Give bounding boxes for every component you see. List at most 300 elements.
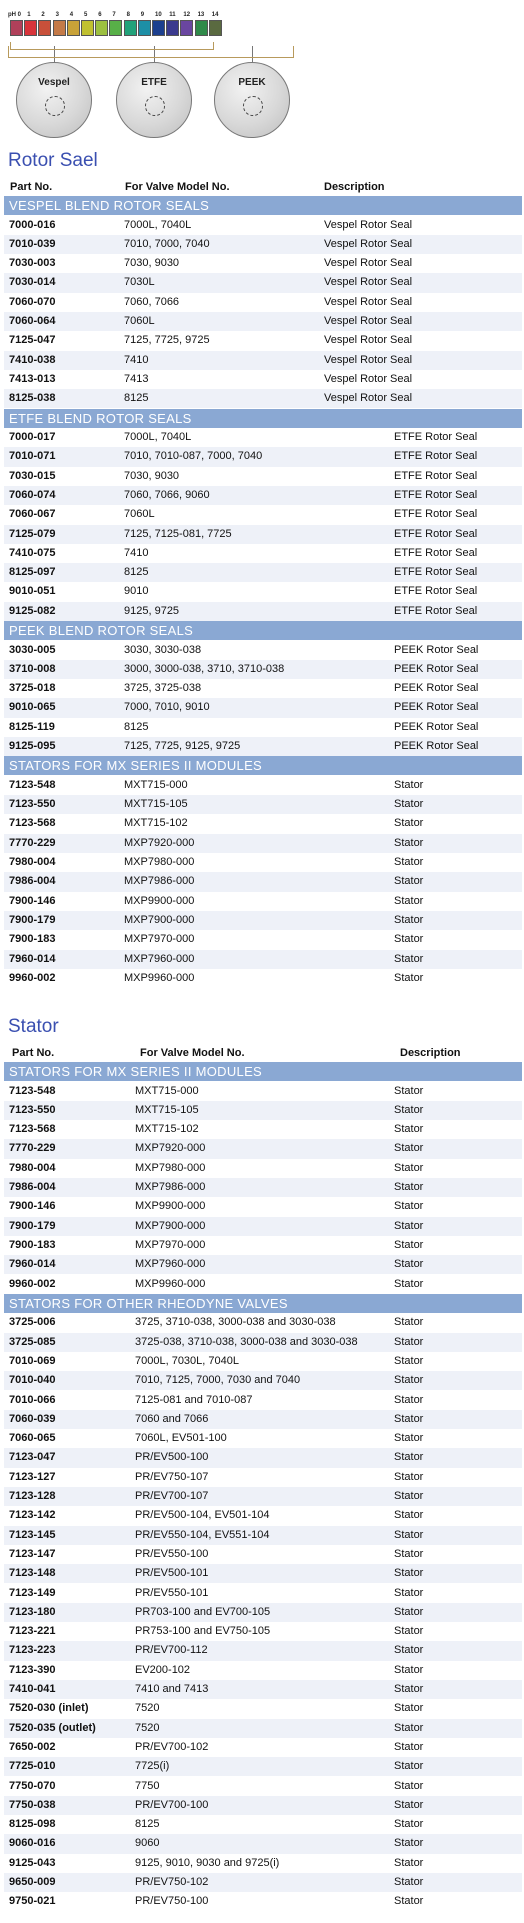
- description: Stator: [394, 1740, 424, 1753]
- part-number: 7980-004: [9, 856, 56, 868]
- table-row: [4, 1371, 522, 1390]
- ph-label: 9: [140, 12, 145, 18]
- part-number: 7125-047: [9, 334, 56, 347]
- table-row: [4, 950, 522, 969]
- description: ETFE Rotor Seal: [394, 566, 478, 579]
- valve-model: MXT715-105: [135, 1103, 199, 1116]
- description: Stator: [394, 1663, 424, 1676]
- table-row: [4, 641, 522, 660]
- valve-model: 7125, 7725, 9125, 9725: [124, 740, 241, 752]
- valve-model: 9125, 9725: [124, 604, 180, 617]
- column-header: Part No.: [10, 181, 53, 193]
- description: Stator: [394, 798, 424, 811]
- table-row: [4, 1275, 522, 1294]
- valve-model: MXP7900-000: [124, 913, 195, 926]
- table-row: [4, 1892, 522, 1911]
- description: Stator: [394, 1818, 424, 1831]
- ph-bracket: [8, 46, 294, 58]
- valve-model: 7060 and 7066: [135, 1412, 209, 1425]
- part-number: 9125-082: [9, 604, 56, 617]
- ph-label: 10: [155, 12, 162, 18]
- part-number: 8125-097: [9, 566, 56, 579]
- part-number: 7750-038: [9, 1798, 56, 1811]
- description: Stator: [394, 1779, 424, 1792]
- ph-label: 2: [41, 12, 45, 18]
- valve-model: 7060, 7066, 9060: [124, 488, 210, 501]
- description: ETFE Rotor Seal: [394, 546, 478, 559]
- valve-model: 7060L, EV501-100: [135, 1432, 227, 1445]
- description: Stator: [394, 1567, 424, 1580]
- ph-color-swatch: [209, 20, 222, 36]
- table-row: [4, 776, 522, 795]
- part-number: 7123-147: [9, 1547, 56, 1560]
- ph-color-swatch: [67, 20, 80, 36]
- part-number: 3030-005: [9, 643, 56, 656]
- description: Stator: [394, 1644, 424, 1657]
- part-number: 7123-149: [9, 1586, 56, 1599]
- valve-model: 3725, 3710-038, 3000-038 and 3030-038: [135, 1316, 336, 1329]
- table-row: [4, 1661, 522, 1680]
- table-row: [4, 1101, 522, 1120]
- part-number: 7060-065: [9, 1432, 56, 1445]
- description: Stator: [394, 1490, 424, 1502]
- section-title: Stator: [8, 1016, 59, 1037]
- description: Vespel Rotor Seal: [324, 353, 413, 366]
- part-number: 7770-229: [9, 1142, 56, 1155]
- part-number: 7123-568: [9, 1123, 56, 1136]
- valve-model: 7060L: [124, 315, 155, 327]
- ph-color-swatch: [38, 20, 51, 36]
- description: PEEK Rotor Seal: [394, 662, 479, 675]
- part-number: 7410-075: [9, 546, 56, 559]
- table-row: [4, 1680, 522, 1699]
- table-row: [4, 1622, 522, 1641]
- category-band: STATORS FOR MX SERIES II MODULES: [4, 756, 522, 775]
- description: PEEK Rotor Seal: [394, 682, 479, 695]
- description: Stator: [394, 1625, 424, 1638]
- description: Stator: [394, 1837, 424, 1850]
- table-row: [4, 1796, 522, 1815]
- valve-model: MXP9900-000: [124, 894, 195, 907]
- rotor-seal-disc: [214, 62, 290, 138]
- part-number: 3725-018: [9, 682, 56, 695]
- valve-model: PR703-100 and EV700-105: [135, 1605, 271, 1618]
- valve-model: 7030, 9030: [124, 257, 180, 270]
- valve-model: PR/EV750-102: [135, 1876, 209, 1888]
- description: Stator: [394, 875, 424, 888]
- ph-label: 8: [126, 12, 130, 18]
- table-row: [4, 312, 522, 331]
- table-row: [4, 834, 522, 853]
- description: Stator: [394, 1181, 424, 1193]
- valve-model: MXT715-000: [135, 1084, 199, 1097]
- part-number: 7770-229: [9, 836, 56, 849]
- valve-model: 7750: [135, 1779, 160, 1792]
- part-number: 7010-066: [9, 1393, 56, 1406]
- part-number: 7900-179: [9, 913, 56, 926]
- ph-color-swatch: [95, 20, 108, 36]
- part-number: 9060-016: [9, 1837, 56, 1850]
- part-number: 7650-002: [9, 1740, 56, 1753]
- description: Stator: [394, 1798, 424, 1811]
- description: Stator: [394, 1470, 424, 1483]
- seal-label: PEEK: [238, 77, 266, 88]
- description: ETFE Rotor Seal: [394, 508, 478, 521]
- description: Stator: [394, 836, 424, 849]
- part-number: 7060-064: [9, 315, 56, 327]
- seal-groove: [243, 96, 263, 116]
- part-number: 7123-550: [9, 1103, 56, 1116]
- table-row: [4, 814, 522, 833]
- description: Vespel Rotor Seal: [324, 392, 413, 405]
- description: ETFE Rotor Seal: [394, 431, 478, 443]
- ph-color-swatch: [124, 20, 137, 36]
- valve-model: PR/EV700-100: [135, 1798, 209, 1811]
- description: Stator: [394, 1238, 424, 1251]
- valve-model: PR/EV500-104, EV501-104: [135, 1509, 270, 1522]
- valve-model: 7413: [124, 372, 149, 385]
- seal-label: Vespel: [38, 77, 70, 88]
- part-number: 7900-183: [9, 1238, 56, 1251]
- valve-model: 7000L, 7040L: [124, 431, 192, 443]
- table-row: [4, 1197, 522, 1216]
- table-row: [4, 1738, 522, 1757]
- table-row: [4, 1815, 522, 1834]
- description: Vespel Rotor Seal: [324, 315, 413, 327]
- valve-model: MXP7980-000: [135, 1161, 206, 1174]
- rotor-seal-disc: [16, 62, 92, 138]
- description: Stator: [394, 1451, 424, 1464]
- description: Stator: [394, 778, 424, 791]
- valve-model: MXP7986-000: [135, 1181, 206, 1193]
- description: Stator: [394, 1316, 424, 1329]
- table-row: [4, 1236, 522, 1255]
- description: Stator: [394, 1123, 424, 1136]
- part-number: 9125-095: [9, 740, 56, 752]
- column-header: Description: [324, 181, 385, 193]
- valve-model: 7010, 7125, 7000, 7030 and 7040: [135, 1374, 301, 1387]
- table-row: [4, 1255, 522, 1274]
- part-number: 7123-047: [9, 1451, 56, 1464]
- part-number: 7010-071: [9, 450, 56, 463]
- part-number: 7410-038: [9, 353, 56, 366]
- valve-model: 8125: [124, 720, 149, 733]
- valve-model: MXP7900-000: [135, 1219, 206, 1232]
- valve-model: 7030, 9030: [124, 469, 180, 482]
- table-row: [4, 273, 522, 292]
- part-number: 7030-014: [9, 276, 56, 289]
- table-row: [4, 467, 522, 486]
- ph-label: 13: [197, 12, 205, 18]
- table-row: [4, 1082, 522, 1101]
- valve-model: PR/EV700-107: [135, 1490, 209, 1502]
- part-number: 7010-039: [9, 237, 56, 250]
- valve-model: MXP7970-000: [124, 933, 195, 946]
- table-row: [4, 1178, 522, 1197]
- part-number: 8125-098: [9, 1818, 56, 1831]
- description: Stator: [394, 1586, 424, 1599]
- part-number: 7123-128: [9, 1490, 56, 1502]
- ph-color-swatch: [10, 20, 23, 36]
- category-band: STATORS FOR MX SERIES II MODULES: [4, 1062, 522, 1081]
- table-row: [4, 1564, 522, 1583]
- valve-model: MXP9960-000: [135, 1277, 206, 1290]
- valve-model: 7125, 7725, 9725: [124, 334, 210, 347]
- description: Stator: [394, 1605, 424, 1618]
- description: ETFE Rotor Seal: [394, 527, 478, 540]
- part-number: 7410-041: [9, 1683, 56, 1695]
- valve-model: 8125: [124, 566, 149, 579]
- ph-label: 1: [27, 12, 31, 18]
- ph-color-swatch: [53, 20, 66, 36]
- description: Stator: [394, 933, 424, 946]
- ph-color-swatch: [24, 20, 37, 36]
- valve-model: MXP7970-000: [135, 1238, 206, 1251]
- valve-model: MXT715-102: [124, 817, 188, 830]
- table-row: [4, 1873, 522, 1892]
- table-row: [4, 1391, 522, 1410]
- description: PEEK Rotor Seal: [394, 740, 479, 752]
- description: Vespel Rotor Seal: [324, 237, 413, 250]
- table-row: [4, 911, 522, 930]
- valve-model: 7010, 7000, 7040: [124, 237, 210, 250]
- table-row: [4, 1854, 522, 1873]
- valve-model: 3725, 3725-038: [124, 682, 202, 695]
- ph-label: 14: [211, 12, 219, 18]
- part-number: 7000-016: [9, 218, 56, 231]
- part-number: 9010-065: [9, 701, 56, 714]
- valve-model: PR/EV700-112: [135, 1644, 208, 1657]
- description: Vespel Rotor Seal: [324, 257, 413, 270]
- valve-model: 7000, 7010, 9010: [124, 701, 210, 714]
- ph-label: 7: [112, 12, 116, 18]
- part-number: 9010-051: [9, 585, 56, 598]
- table-row: [4, 1120, 522, 1139]
- valve-model: 7520: [135, 1702, 160, 1715]
- part-number: 9125-043: [9, 1856, 56, 1869]
- table-row: [4, 1159, 522, 1178]
- part-number: 7123-142: [9, 1509, 56, 1522]
- valve-model: MXP7986-000: [124, 875, 195, 888]
- part-number: 7520-035 (outlet): [9, 1721, 96, 1734]
- table-row: [4, 1487, 522, 1506]
- table-row: [4, 331, 522, 350]
- table-row: [4, 370, 522, 389]
- valve-model: 3030, 3030-038: [124, 643, 202, 656]
- part-number: 7123-223: [9, 1644, 56, 1657]
- description: ETFE Rotor Seal: [394, 488, 478, 501]
- valve-model: MXP7920-000: [135, 1142, 206, 1155]
- rotor-seal-disc: [116, 62, 192, 138]
- valve-model: 7725(i): [135, 1760, 170, 1773]
- valve-model: 7410 and 7413: [135, 1683, 209, 1695]
- description: Stator: [394, 1200, 424, 1213]
- valve-model: 7010, 7010-087, 7000, 7040: [124, 450, 263, 463]
- table-row: [4, 351, 522, 370]
- part-number: 7030-003: [9, 257, 56, 270]
- description: PEEK Rotor Seal: [394, 643, 479, 656]
- description: Stator: [394, 1547, 424, 1560]
- ph-label: pH 0: [8, 12, 22, 18]
- part-number: 7060-070: [9, 295, 56, 308]
- ph-label: 5: [84, 12, 88, 18]
- part-number: 7900-179: [9, 1219, 56, 1232]
- valve-model: 9010: [124, 585, 149, 598]
- table-row: [4, 216, 522, 235]
- valve-model: 7410: [124, 353, 149, 366]
- valve-model: 8125: [124, 392, 149, 405]
- category-band: ETFE BLEND ROTOR SEALS: [4, 409, 522, 428]
- description: Stator: [394, 1760, 424, 1773]
- description: Stator: [394, 817, 424, 830]
- table-row: [4, 1410, 522, 1429]
- part-number: 7725-010: [9, 1760, 56, 1773]
- valve-model: MXP7960-000: [124, 952, 195, 965]
- description: Stator: [394, 856, 424, 868]
- part-number: 9750-021: [9, 1895, 56, 1908]
- valve-model: MXP7960-000: [135, 1258, 206, 1271]
- table-row: [4, 1757, 522, 1776]
- column-header: For Valve Model No.: [125, 181, 230, 193]
- description: Stator: [394, 1258, 424, 1271]
- description: Stator: [394, 1354, 424, 1367]
- valve-model: EV200-102: [135, 1663, 191, 1676]
- table-row: [4, 1313, 522, 1332]
- table-row: [4, 795, 522, 814]
- valve-model: 9060: [135, 1837, 160, 1850]
- part-number: 7123-390: [9, 1663, 56, 1676]
- part-number: 3725-006: [9, 1316, 56, 1329]
- description: Stator: [394, 1084, 424, 1097]
- category-band: PEEK BLEND ROTOR SEALS: [4, 621, 522, 640]
- valve-model: MXP7980-000: [124, 856, 195, 868]
- part-number: 7123-145: [9, 1528, 56, 1541]
- description: Stator: [394, 1509, 424, 1522]
- table-row: [4, 1468, 522, 1487]
- table-row: [4, 1506, 522, 1525]
- valve-model: MXP7920-000: [124, 836, 195, 849]
- table-row: [4, 602, 522, 621]
- ph-color-swatch: [138, 20, 151, 36]
- valve-model: MXT715-000: [124, 778, 188, 791]
- valve-model: PR/EV750-100: [135, 1895, 209, 1908]
- part-number: 7123-221: [9, 1625, 56, 1638]
- ph-label: 6: [98, 12, 102, 18]
- part-number: 8125-038: [9, 392, 56, 405]
- table-row: [4, 1545, 522, 1564]
- part-number: 7986-004: [9, 1181, 56, 1193]
- part-number: 9960-002: [9, 971, 56, 984]
- description: Stator: [394, 1721, 424, 1734]
- part-number: 7900-183: [9, 933, 56, 946]
- table-row: [4, 486, 522, 505]
- description: Vespel Rotor Seal: [324, 295, 413, 308]
- valve-model: PR/EV500-100: [135, 1451, 209, 1464]
- valve-model: PR753-100 and EV750-105: [135, 1625, 271, 1638]
- table-row: [4, 679, 522, 698]
- description: Stator: [394, 1103, 424, 1116]
- description: Stator: [394, 1142, 424, 1155]
- table-row: [4, 254, 522, 273]
- table-row: [4, 718, 522, 737]
- valve-model: 7125-081 and 7010-087: [135, 1393, 253, 1406]
- section-title: Rotor Sael: [8, 150, 98, 171]
- valve-model: MXT715-102: [135, 1123, 199, 1136]
- ph-label: 4: [69, 12, 74, 18]
- table-row: [4, 1699, 522, 1718]
- description: ETFE Rotor Seal: [394, 604, 478, 617]
- part-number: 7123-127: [9, 1470, 56, 1483]
- table-row: [4, 447, 522, 466]
- part-number: 7520-030 (inlet): [9, 1702, 89, 1715]
- table-row: [4, 1584, 522, 1603]
- table-row: [4, 544, 522, 563]
- table-row: [4, 930, 522, 949]
- table-row: [4, 872, 522, 891]
- table-row: [4, 582, 522, 601]
- part-number: 7960-014: [9, 1258, 56, 1271]
- table-row: [4, 428, 522, 447]
- description: ETFE Rotor Seal: [394, 450, 478, 463]
- seal-groove: [45, 96, 65, 116]
- part-number: 3725-085: [9, 1335, 56, 1348]
- table-row: [4, 892, 522, 911]
- part-number: 7900-146: [9, 894, 56, 907]
- valve-model: PR/EV750-107: [135, 1470, 209, 1483]
- table-row: [4, 1834, 522, 1853]
- valve-model: PR/EV550-104, EV551-104: [135, 1528, 270, 1541]
- table-row: [4, 389, 522, 408]
- valve-model: 8125: [135, 1818, 160, 1831]
- description: Vespel Rotor Seal: [324, 334, 413, 347]
- valve-model: 7000L, 7030L, 7040L: [135, 1354, 239, 1367]
- part-number: 9960-002: [9, 1277, 56, 1290]
- part-number: 7960-014: [9, 952, 56, 965]
- table-row: [4, 1777, 522, 1796]
- description: Stator: [394, 1412, 424, 1425]
- description: Stator: [394, 1702, 424, 1715]
- description: Stator: [394, 1895, 424, 1908]
- description: Stator: [394, 1432, 424, 1445]
- seal-groove: [145, 96, 165, 116]
- column-header: Description: [400, 1047, 461, 1059]
- part-number: 8125-119: [9, 720, 55, 733]
- part-number: 7010-069: [9, 1354, 56, 1367]
- part-number: 7123-148: [9, 1567, 56, 1580]
- description: Stator: [394, 913, 424, 926]
- description: Stator: [394, 1876, 424, 1888]
- valve-model: 3725-038, 3710-038, 3000-038 and 3030-038: [135, 1335, 358, 1348]
- table-row: [4, 969, 522, 988]
- part-number: 7986-004: [9, 875, 56, 888]
- description: Vespel Rotor Seal: [324, 372, 413, 385]
- description: PEEK Rotor Seal: [394, 701, 479, 714]
- ph-label: 11: [169, 12, 176, 18]
- part-number: 7123-180: [9, 1605, 56, 1618]
- description: Stator: [394, 1528, 424, 1541]
- table-row: [4, 1641, 522, 1660]
- valve-model: 7060, 7066: [124, 295, 180, 308]
- table-row: [4, 563, 522, 582]
- ph-label: 12: [183, 12, 191, 18]
- ph-color-swatch: [180, 20, 193, 36]
- table-row: [4, 1352, 522, 1371]
- valve-model: 7520: [135, 1721, 160, 1734]
- part-number: 7900-146: [9, 1200, 56, 1213]
- valve-model: PR/EV550-101: [135, 1586, 209, 1599]
- part-number: 7123-568: [9, 817, 56, 830]
- table-row: [4, 1139, 522, 1158]
